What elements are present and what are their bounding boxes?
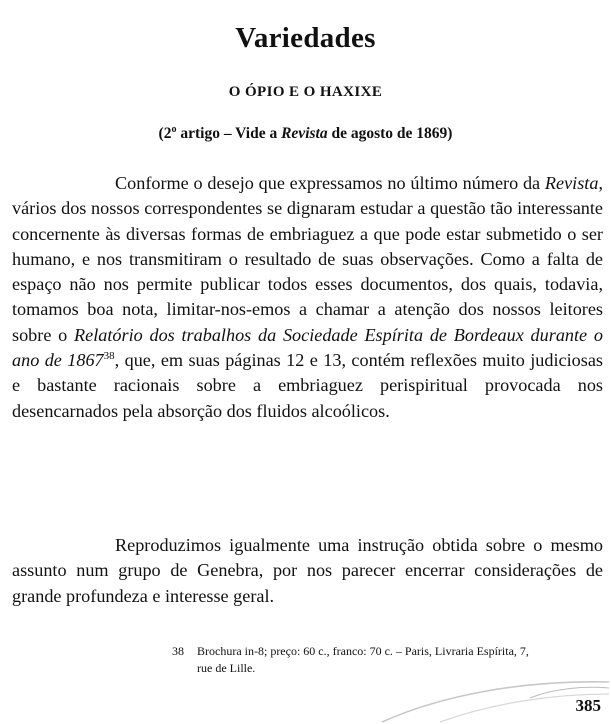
footnote-line-2: rue de Lille. [197,661,256,675]
paragraph-2 [12,533,603,609]
note-italic: Revista [281,125,328,142]
note-prefix: (2 [158,125,172,142]
p1-text-3: , que, em suas páginas 12 e 13, contém reflexões muito judiciosas e bastante racionais sobre a embriaguez perispiritual provocada nos desencarnados pela absorção dos fluidos alcoólicos. [12,350,604,421]
note-suffix: de agosto de 1869) [327,125,453,142]
page-title: Variedades [235,22,376,54]
p2-text: Reproduzimos igualmente uma instrução obtida sobre o mesmo assunto num grupo de Genebra, por nos parecer encerrar considerações de grande profundeza e interesse geral. [12,535,603,606]
p1-italic-2: Relatório dos trabalhos da Sociedade Espírita de Bordeaux durante o ano de 1867 [12,324,603,371]
p1-text-1: Conforme o desejo que expressamos no último número da [115,173,545,193]
article-subtitle: O ÓPIO E O HAXIXE [228,84,383,100]
footnote-line-1: Brochura in-8; preço: 60 c., franco: 70 c. – Paris, Livraria Espírita, 7, [197,644,529,658]
page-number: 385 [575,696,601,715]
p1-text-2: , vários dos nossos correspondentes se dignaram estudar a questão tão interessante concernente às diversas formas de embriaguez a que pode estar submetido o ser humano, e nos transmitiram o resultado de suas observações. Como a falta de espaço não nos permite publicar todos esses documentos, dos quais, todavia, tomamos boa nota, limitar-nos-emos a chamar a atenção dos nossos leitores sobre o [12,173,603,345]
note-middle: artigo – Vide a [176,125,282,142]
article-note [0,124,611,143]
footnote [172,643,604,677]
footnote-reference: 38 [103,350,115,363]
footnote-number: 38 [172,644,184,658]
paragraph-1 [12,171,603,424]
note-ordinal: o [171,124,177,135]
p1-italic-1: Revista [544,173,599,193]
